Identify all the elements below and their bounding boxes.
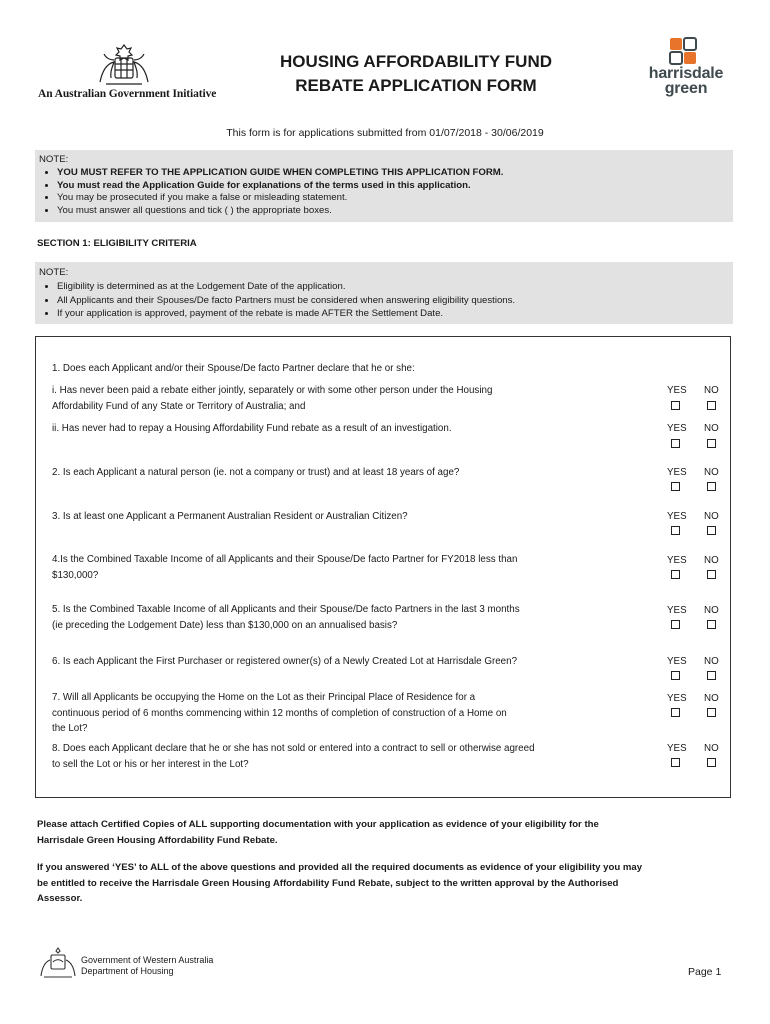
no-label: NO <box>704 605 719 616</box>
question-7 <box>52 690 622 737</box>
question-text-line: 5. Is the Combined Taxable Income of all Applicants and their Spouse/De facto Partners in the last 3 months <box>52 604 520 615</box>
note-label: NOTE: <box>39 267 69 278</box>
question-text-line: i. Has never been paid a rebate either jointly, separately or with some other person under the Housing <box>52 385 493 396</box>
question-text-line: (ie preceding the Lodgement Date) less than $130,000 on an annualised basis? <box>52 619 398 631</box>
note-item: • Eligibility is determined as at the Lodgement Date of the application. <box>57 280 733 294</box>
question-6 <box>52 654 622 670</box>
q5-yes-checkbox[interactable] <box>671 620 680 629</box>
q1i-yes-checkbox[interactable] <box>671 401 680 410</box>
q5-no-checkbox[interactable] <box>707 620 716 629</box>
no-label: NO <box>704 693 719 704</box>
eligibility-questions-box <box>35 336 731 798</box>
yes-label: YES <box>667 385 687 396</box>
question-text-line: 8. Does each Applicant declare that he or she has not sold or entered into a contract to sell or otherwise agreed <box>52 743 535 754</box>
question-text-line: 2. Is each Applicant a natural person (ie. not a company or trust) and at least 18 years of age? <box>52 467 460 478</box>
general-note-box <box>35 150 733 222</box>
note-item: • You must answer all questions and tick ( ) the appropriate boxes. <box>57 205 733 218</box>
question-text-line: 3. Is at least one Applicant a Permanent Australian Resident or Australian Citizen? <box>52 511 408 522</box>
question-text-line: 4.Is the Combined Taxable Income of all Applicants and their Spouse/De facto Partner for FY2018 less than <box>52 554 518 565</box>
q6-no-checkbox[interactable] <box>707 671 716 680</box>
question-intro: 1. Does each Applicant and/or their Spouse/De facto Partner declare that he or she: <box>52 363 415 374</box>
note-item: • If your application is approved, payment of the rebate is made AFTER the Settlement Date. <box>57 307 733 321</box>
question-text-line: ii. Has never had to repay a Housing Affordability Fund rebate as a result of an investigation. <box>52 423 452 434</box>
question-text-line: 7. Will all Applicants be occupying the Home on the Lot as their Principal Place of Residence for a <box>52 692 476 703</box>
question-1ii <box>52 421 622 437</box>
note-label: NOTE: <box>39 154 69 165</box>
q2-yes-checkbox[interactable] <box>671 482 680 491</box>
no-label: NO <box>704 656 719 667</box>
harrisdale-green-logo-icon <box>668 36 704 68</box>
q3-yes-checkbox[interactable] <box>671 526 680 535</box>
q4-no-checkbox[interactable] <box>707 570 716 579</box>
q8-no-checkbox[interactable] <box>707 758 716 767</box>
q7-yes-checkbox[interactable] <box>671 708 680 717</box>
question-text-line: the Lot? <box>52 723 88 734</box>
no-label: NO <box>704 423 719 434</box>
q8-yes-checkbox[interactable] <box>671 758 680 767</box>
form-title-line-1: HOUSING AFFORDABILITY FUND <box>280 52 552 71</box>
q6-yes-checkbox[interactable] <box>671 671 680 680</box>
yes-label: YES <box>667 555 687 566</box>
entitlement-note <box>37 860 737 907</box>
question-text-line: Affordability Fund of any State or Territory of Australia; and <box>52 400 306 412</box>
form-title-line-2: REBATE APPLICATION FORM <box>295 76 537 95</box>
gov-line-1: Government of Western Australia <box>81 955 214 965</box>
question-2 <box>52 465 622 481</box>
section-heading: SECTION 1: ELIGIBILITY CRITERIA <box>37 238 197 249</box>
yes-label: YES <box>667 605 687 616</box>
paragraph-line: Harrisdale Green Housing Affordability Fund Rebate. <box>37 834 278 846</box>
western-australia-crest-icon <box>38 946 78 980</box>
question-5 <box>52 602 622 633</box>
paragraph-line: Please attach Certified Copies of ALL supporting documentation with your application as evidence of your eligibility for the <box>37 819 599 830</box>
question-text-line: $130,000? <box>52 569 99 581</box>
yes-label: YES <box>667 656 687 667</box>
q7-no-checkbox[interactable] <box>707 708 716 717</box>
yes-label: YES <box>667 693 687 704</box>
yes-label: YES <box>667 743 687 754</box>
question-4 <box>52 552 622 583</box>
no-label: NO <box>704 511 719 522</box>
no-label: NO <box>704 743 719 754</box>
q1i-no-checkbox[interactable] <box>707 401 716 410</box>
q4-yes-checkbox[interactable] <box>671 570 680 579</box>
form-title <box>230 50 602 98</box>
note-item: • You may be prosecuted if you make a false or misleading statement. <box>57 192 733 205</box>
yes-label: YES <box>667 467 687 478</box>
australian-government-initiative: An Australian Government Initiative <box>38 88 217 100</box>
yes-label: YES <box>667 511 687 522</box>
question-1i <box>52 383 622 414</box>
wa-government-text <box>81 955 213 976</box>
brand-line-1: harrisdale <box>648 65 724 82</box>
note-item: • YOU MUST REFER TO THE APPLICATION GUIDE WHEN COMPLETING THIS APPLICATION FORM. <box>57 167 733 180</box>
question-3 <box>52 509 622 525</box>
q1ii-no-checkbox[interactable] <box>707 439 716 448</box>
australian-coat-of-arms-icon <box>88 42 160 90</box>
note-item: • All Applicants and their Spouses/De facto Partners must be considered when answering eligibility questions. <box>57 294 733 308</box>
question-text-line: 6. Is each Applicant the First Purchaser or registered owner(s) of a Newly Created Lot at Harrisdale Green? <box>52 656 518 667</box>
harrisdale-green-wordmark <box>640 66 732 96</box>
paragraph-line: be entitled to receive the Harrisdale Green Housing Affordability Fund Rebate, subject to the written approval by the Authorised <box>37 877 619 889</box>
question-text-line: continuous period of 6 months commencing within 12 months of completion of construction of a Home on <box>52 707 507 719</box>
general-note-list <box>39 167 733 217</box>
eligibility-note-box <box>35 262 733 324</box>
gov-line-2: Department of Housing <box>81 965 174 976</box>
yes-label: YES <box>667 423 687 434</box>
paragraph-line: If you answered ‘YES’ to ALL of the above questions and provided all the required documents as evidence of your eligibility you may <box>37 862 643 873</box>
no-label: NO <box>704 555 719 566</box>
q1ii-yes-checkbox[interactable] <box>671 439 680 448</box>
note-item: • You must read the Application Guide for explanations of the terms used in this application. <box>57 180 733 193</box>
application-period: This form is for applications submitted from 01/07/2018 - 30/06/2019 <box>226 127 544 139</box>
attach-documents-note <box>37 817 737 848</box>
no-label: NO <box>704 467 719 478</box>
page-number: Page 1 <box>688 966 722 978</box>
brand-line-2: green <box>664 80 708 97</box>
q2-no-checkbox[interactable] <box>707 482 716 491</box>
no-label: NO <box>704 385 719 396</box>
q3-no-checkbox[interactable] <box>707 526 716 535</box>
question-text-line: to sell the Lot or his or her interest in the Lot? <box>52 758 249 770</box>
paragraph-line: Assessor. <box>37 893 83 904</box>
question-8 <box>52 741 622 772</box>
eligibility-note-list <box>39 280 733 321</box>
